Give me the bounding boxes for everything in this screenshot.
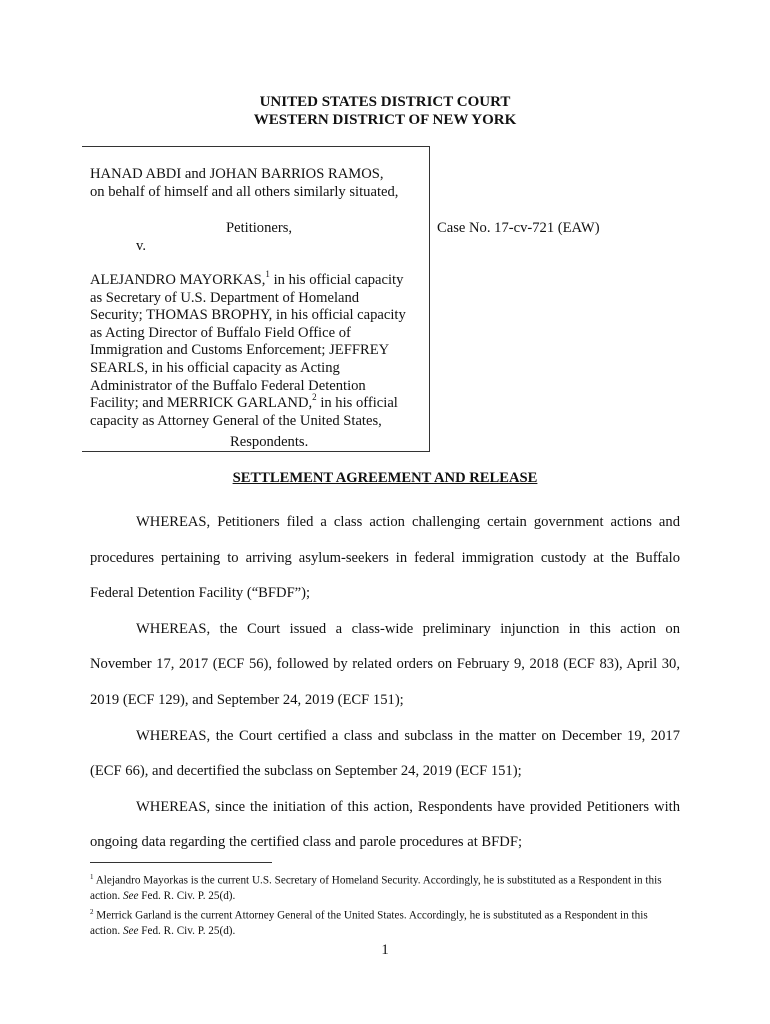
footnote-1-text: Alejandro Mayorkas is the current U.S. Secretary of Homeland Security. Accordingly, he is substituted as a Respondent in this action. [90,874,662,903]
footnote-ref-2: 2 [312,392,317,403]
whereas-paragraph: WHEREAS, Petitioners filed a class action challenging certain government actions and procedures pertaining to arriving asylum-seekers in federal immigration custody at the Buffalo Federal Detention Facility (“BFDF”); [90,514,680,602]
respondents-line-9: capacity as Attorney General of the United States, [90,412,382,429]
footnote-2-number: 2 [90,907,94,916]
respondent-capacity-2: in his official [320,395,398,412]
footnote-2-text: Merrick Garland is the current Attorney General of the United States. Accordingly, he is substituted as a Respondent in this action. [90,909,648,938]
respondent-capacity-1: in his official capacity [273,272,404,288]
footnote-2-see: See [122,925,139,938]
petitioners-line-2: on behalf of himself and all others similarly situated, [90,183,399,200]
agreement-body [90,505,680,861]
footnote-1-see: See [122,890,139,903]
petitioners-line-1: HANAD ABDI and JOHAN BARRIOS RAMOS, [90,166,384,182]
footnote-2 [90,905,680,940]
respondents-line-3: Security; THOMAS BROPHY, in his official capacity [90,307,406,324]
respondent-name-mayorkas: ALEJANDRO MAYORKAS, [90,272,266,288]
petitioners-label: Petitioners, [226,220,293,236]
petitioners-names [90,166,430,201]
respondents-label: Respondents. [230,434,309,450]
whereas-paragraph: WHEREAS, the Court issued a class-wide preliminary injunction in this action on November 17, 2017 (ECF 56), followed by related orders on February 9, 2018 (ECF 83), April 30, 2019 (ECF 129), and September 24, 2019 (ECF 151); [90,620,680,708]
respondents-line-4: as Acting Director of Buffalo Field Office of [90,324,351,341]
versus-label: v. [136,238,146,254]
respondent-name-garland: Facility; and MERRICK GARLAND, [90,395,313,412]
footnote-ref-1: 1 [265,269,270,280]
court-heading [0,93,770,129]
footnote-1-cite: Fed. R. Civ. P. 25(d). [141,890,236,903]
page-number: 1 [381,942,389,958]
respondents-line-6: SEARLS, in his official capacity as Acting [90,359,340,376]
footnote-2-cite: Fed. R. Civ. P. 25(d). [141,925,236,938]
footnotes [90,870,680,940]
agreement-title: SETTLEMENT AGREEMENT AND RELEASE [232,470,538,486]
footnote-1 [90,870,680,905]
case-number: Case No. 17-cv-721 (EAW) [437,220,600,236]
respondents-line-1 [90,269,424,290]
respondents-line-2: as Secretary of U.S. Department of Homeland [90,289,360,306]
footnote-divider [90,862,272,863]
respondents-line-5: Immigration and Customs Enforcement; JEFFREY [90,342,390,359]
whereas-paragraph: WHEREAS, since the initiation of this action, Respondents have provided Petitioners with ongoing data regarding the certified class and parole procedures at BFDF; [90,798,680,851]
respondents-names [90,269,424,430]
whereas-paragraph: WHEREAS, the Court certified a class and subclass in the matter on December 19, 2017 (ECF 66), and decertified the subclass on September 24, 2019 (ECF 151); [90,727,680,780]
footnote-1-number: 1 [90,873,94,881]
court-name: UNITED STATES DISTRICT COURT [259,94,511,110]
district-name: WESTERN DISTRICT OF NEW YORK [253,112,517,128]
respondents-line-8 [90,392,424,413]
respondents-line-7: Administrator of the Buffalo Federal Detention [90,377,366,394]
